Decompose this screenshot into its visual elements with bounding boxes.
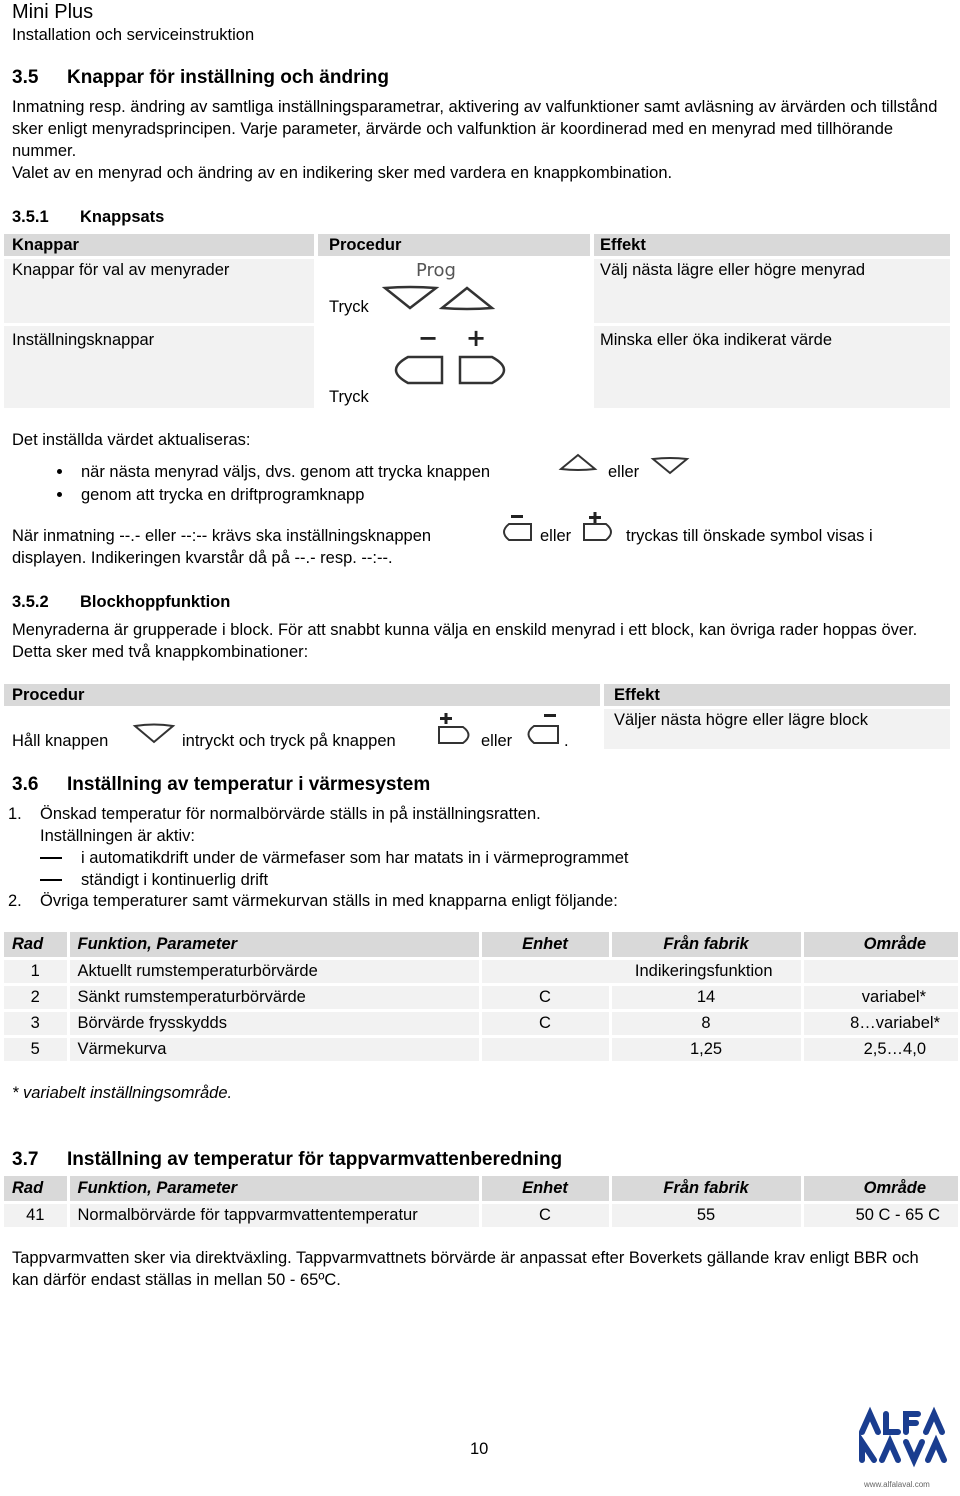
table-row: 2 Sänkt rumstemperaturbörvärde C 14 variabel*	[4, 984, 958, 1010]
section-3-5-2-heading	[12, 591, 230, 613]
table-cell: Minska eller öka indikerat värde	[594, 326, 950, 408]
section-title: Blockhoppfunktion	[80, 593, 231, 611]
svg-text:−: −	[418, 325, 439, 352]
section-title: Inställning av temperatur för tappvarmvattenberedning	[67, 1149, 563, 1170]
table-cell: Väljer nästa högre eller lägre block	[604, 709, 950, 749]
svg-text:+: +	[466, 325, 487, 352]
alfa-laval-logo-icon	[856, 1406, 952, 1468]
input-text-a: När inmatning --.- eller --:-- krävs ska inställningsknappen	[12, 527, 432, 545]
plus-button-icon	[435, 713, 477, 747]
section-title: Inställning av temperatur i värmesystem	[67, 774, 431, 795]
list-number: 1.	[8, 805, 22, 823]
table-header-cell: Knappar	[4, 234, 314, 256]
table-cell: Inställningsknappar	[4, 326, 314, 408]
input-text-eller: eller	[540, 527, 572, 545]
dash-marker	[40, 857, 62, 859]
arrow-down-button-icon	[650, 456, 690, 476]
dash-marker	[40, 879, 62, 881]
plus-button-icon	[580, 512, 620, 542]
procedure-text: Tryck	[329, 298, 369, 316]
section-3-5-1-heading	[12, 206, 164, 228]
table-row: 3 Börvärde frysskydds C 8 8…variabel*	[4, 1010, 958, 1036]
page-number: 10	[470, 1440, 489, 1458]
bullet-item: när nästa menyrad väljs, dvs. genom att trycka knappen	[81, 463, 491, 481]
updated-intro: Det inställda värdet aktualiseras:	[12, 431, 251, 449]
list-item: Inställningen är aktiv:	[40, 827, 196, 845]
arrow-up-button-icon	[558, 452, 598, 472]
table-cell: Välj nästa lägre eller högre menyrad	[594, 259, 950, 323]
bullet-dot	[57, 492, 62, 497]
table-header-cell: Effekt	[594, 234, 950, 256]
section-3-5-2-paragraph: Menyraderna är grupperade i block. För att snabbt kunna välja en enskild menyrad i ett block, kan övriga rader hoppas över. Detta sker med två knappkombinationer:	[12, 621, 918, 661]
list-item: Övriga temperaturer samt värmekurvan ställs in med knapparna enligt följande:	[40, 892, 618, 910]
bullet-eller: eller	[608, 463, 640, 481]
temperature-table	[4, 932, 958, 1064]
table-row: 41 Normalbörvärde för tappvarmvattentemperatur C 55 50 C - 65 C	[4, 1202, 958, 1228]
section-number: 3.5	[12, 67, 39, 88]
section-3-5-paragraph-2: Valet av en menyrad och ändring av en indikering sker med vardera en knappkombination.	[12, 164, 673, 182]
section-3-5-heading	[12, 66, 389, 90]
alfa-laval-logo	[856, 1406, 952, 1488]
table-cell: Knappar för val av menyrader	[4, 259, 314, 323]
table-header-row: Rad Funktion, Parameter Enhet Från fabrik Område	[4, 932, 958, 958]
list-item: Önskad temperatur för normalbörvärde ställs in på inställningsratten.	[40, 805, 541, 823]
minus-button-icon	[520, 712, 562, 748]
table-header-row: Rad Funktion, Parameter Enhet Från fabrik Område	[4, 1176, 958, 1202]
section-3-7-paragraph: Tappvarmvatten sker via direktväxling. Tappvarmvattnets börvärde är anpassat efter Boverkets gällande krav enligt BBR och kan därför endast ställas in mellan 50 - 65ºC.	[12, 1249, 919, 1289]
document-title: Mini Plus	[12, 1, 94, 23]
logo-url: www.alfalaval.com	[864, 1480, 930, 1489]
procedure-eller: eller	[481, 732, 513, 750]
table-header-cell: Effekt	[604, 684, 950, 706]
table-header-cell: Procedur	[318, 234, 590, 256]
hot-water-table	[4, 1176, 958, 1230]
dash-item: i automatikdrift under de värmefaser som har matats in i värmeprogrammet	[81, 849, 629, 867]
list-number: 2.	[8, 892, 22, 910]
footnote: * variabelt inställningsområde.	[12, 1084, 233, 1102]
table-row: 1 Aktuellt rumstemperaturbörvärde Indikeringsfunktion	[4, 958, 958, 984]
section-title: Knappar för inställning och ändring	[67, 67, 389, 88]
table-row: 5 Värmekurva 1,25 2,5…4,0	[4, 1036, 958, 1062]
procedure-text-b: intryckt och tryck på knappen	[182, 732, 396, 750]
input-text-c: displayen. Indikeringen kvarstår då på --.- resp. --:--.	[12, 549, 393, 567]
minus-button-icon	[497, 514, 537, 544]
procedure-text: Tryck	[329, 388, 369, 406]
table-header-cell: Procedur	[4, 684, 600, 706]
document-subtitle: Installation och serviceinstruktion	[12, 26, 255, 44]
section-3-6-heading	[12, 773, 430, 797]
svg-text:Prog: Prog	[416, 260, 456, 281]
section-number: 3.5.2	[12, 593, 49, 611]
minus-plus-buttons-icon	[380, 325, 520, 400]
prog-buttons-icon	[380, 258, 498, 316]
bullet-dot	[57, 469, 62, 474]
procedure-text-a: Håll knappen	[12, 732, 109, 750]
dash-item: ständigt i kontinuerlig drift	[81, 871, 269, 889]
section-title: Knappsats	[80, 208, 165, 226]
input-text-b: tryckas till önskade symbol visas i	[626, 527, 873, 545]
section-3-7-heading	[12, 1148, 562, 1172]
procedure-end: .	[564, 732, 569, 750]
section-3-5-paragraph-1: Inmatning resp. ändring av samtliga inställningsparametrar, aktivering av valfunktioner samt avläsning av ärvärden och tillstånd sker enligt menyradsprincipen. Varje parameter, ärvärde och valfunktion är koordinerad med en menyrad med tillhörande nummer.	[12, 98, 938, 160]
section-number: 3.7	[12, 1149, 39, 1170]
arrow-down-button-icon	[132, 722, 176, 746]
section-number: 3.5.1	[12, 208, 49, 226]
section-number: 3.6	[12, 774, 39, 795]
bullet-item: genom att trycka en driftprogramknapp	[81, 486, 365, 504]
